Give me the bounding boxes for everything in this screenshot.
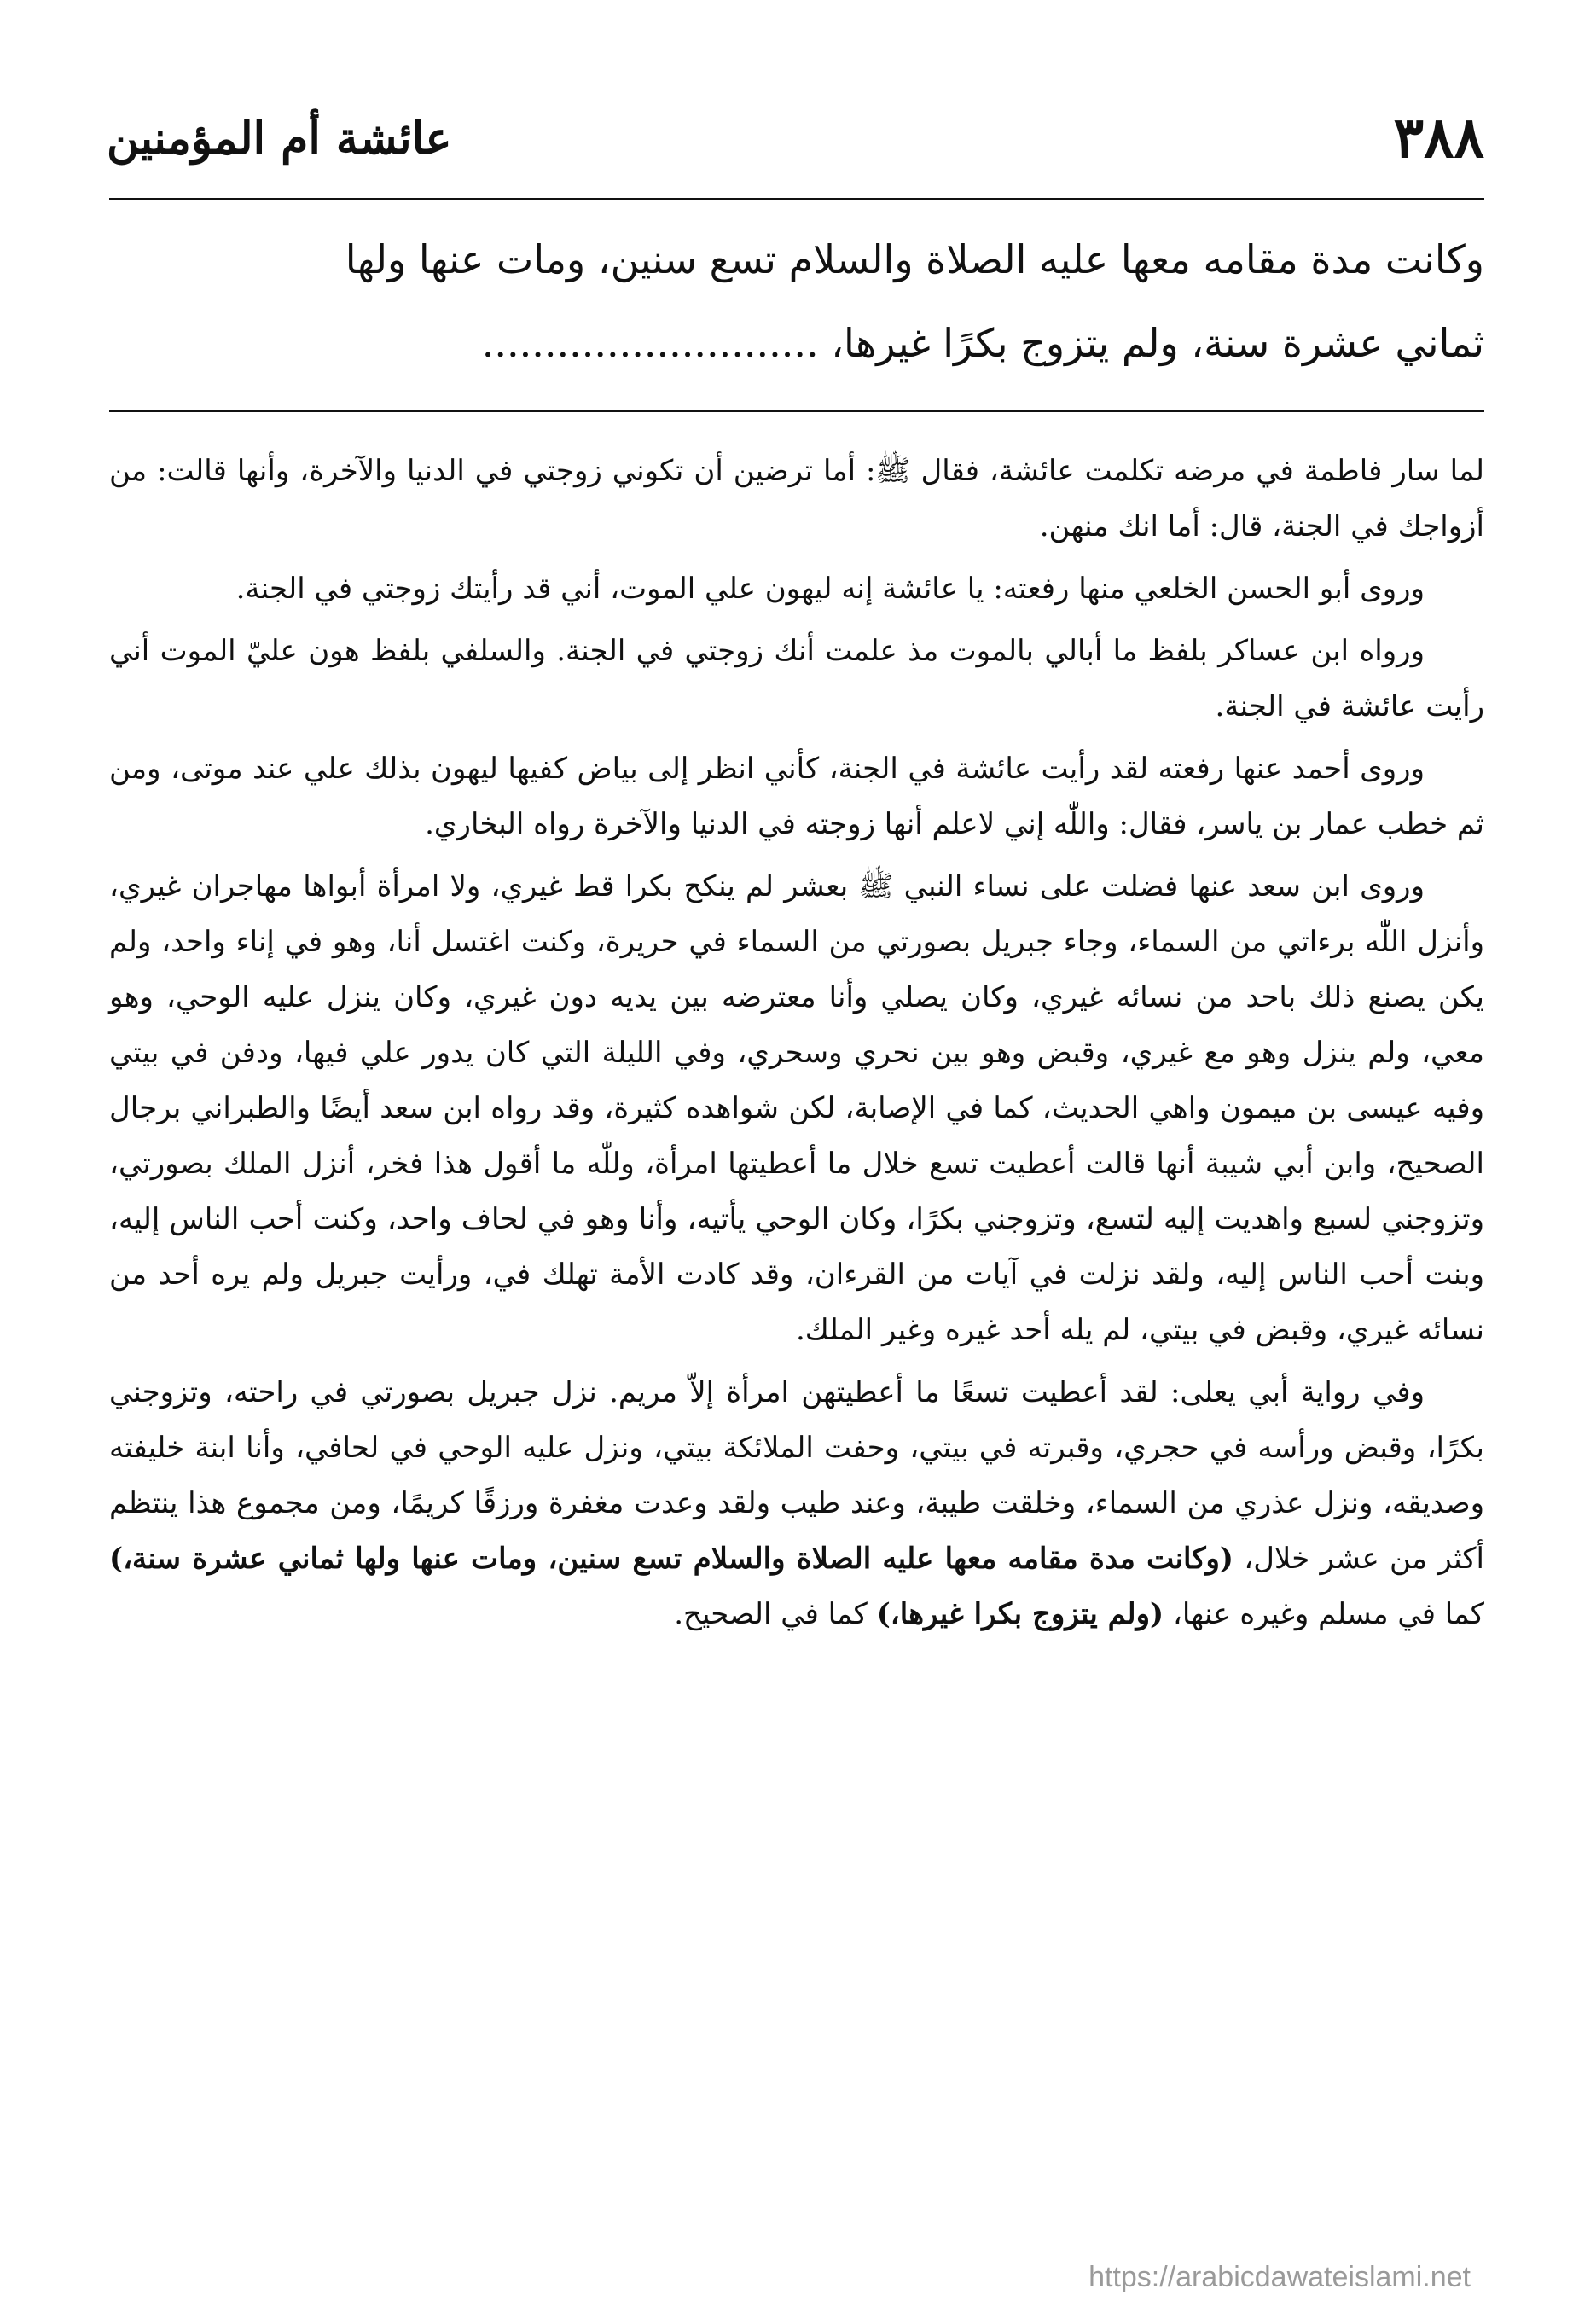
header-rule (109, 198, 1484, 200)
commentary-paragraph-4: وروى أحمد عنها رفعته لقد رأيت عائشة في الجنة، كأني انظر إلى بياض كفيها ليهون بذلك علي عند موتى، ومن ثم خطب عمار بن ياسر، فقال: واللّٰه إني لاعلم أنها زوجته في الدنيا والآخرة رواه البخاري. (109, 752, 1484, 841)
commentary-paragraph-5: وروى ابن سعد عنها فضلت على نساء النبي ﷺ بعشر لم ينكح بكرا قط غيري، ولا امرأة أبواها مهاجران غيري، وأنزل اللّٰه برءاتي من السماء، وجاء جبريل بصورتي من السماء في حريرة، وكنت اغتسل أنا، وهو في إناء واحد، ولم يكن يصنع ذلك باحد من نسائه غيري، وكان يصلي وأنا معترضه بين يديه دون غيري، وكان ينزل عليه الوحي، وهو معي، ولم ينزل وهو مع غيري، وقبض وهو بين نحري وسحري، وفي الليلة التي كان يدور علي فيها، ودفن في بيتي وفيه عيسى بن ميمون واهي الحديث، كما في الإصابة، لكن شواهده كثيرة، وقد رواه ابن سعد أيضًا والطبراني برجال الصحيح، وابن أبي شيبة أنها قالت أعطيت تسع خلال ما أعطيتها امرأة، وللّٰه ما أقول هذا فخر، أنزل الملك بصورتي، وتزوجني لسبع واهديت إليه لتسع، وتزوجني بكرًا، وكان الوحي يأتيه، وأنا وهو في لحاف واحد، وكنت أحب الناس إليه، وبنت أحب الناس إليه، ولقد نزلت في آيات من القرءان، وقد كادت الأمة تهلك في، ورأيت جبريل ولم يره أحد من نسائه غيري، وقبض في بيتي، لم يله أحد غيره وغير الملك. (109, 869, 1484, 1347)
commentary-paragraph-6-bold-2: (ولم يتزوج بكرا غيرها،) (876, 1597, 1164, 1631)
main-text-dots: ........................... (481, 320, 819, 366)
commentary (109, 444, 1484, 1649)
commentary-paragraph-3: ورواه ابن عساكر بلفظ ما أبالي بالموت مذ علمت أنك زوجتي في الجنة. والسلفي بلفظ هون عليّ الموت أني رأيت عائشة في الجنة. (109, 634, 1484, 723)
commentary-paragraph-6 (109, 1365, 1484, 1642)
commentary-paragraph-6-part-b: كما في مسلم وغيره عنها، (1172, 1597, 1484, 1631)
page-header (107, 101, 1484, 195)
commentary-paragraph-6-part-c: كما في الصحيح. (674, 1597, 868, 1631)
main-text-line-1: وكانت مدة مقامه معها عليه الصلاة والسلام تسع سنين، ومات عنها ولها (345, 236, 1484, 282)
commentary-paragraph-6-bold-1: (وكانت مدة مقامه معها عليه الصلاة والسلام تسع سنين، ومات عنها ولها ثماني عشرة سنة،) (109, 1542, 1234, 1576)
watermark-url: https://arabicdawateislami.net (1088, 2261, 1471, 2293)
page-number: ٣٨٨ (1393, 104, 1484, 171)
main-text-line-2 (109, 301, 1484, 385)
commentary-paragraph-2: وروى أبو الحسن الخلعي منها رفعته: يا عائشة إنه ليهون علي الموت، أني قد رأيتك زوجتي في الجنة. (235, 572, 1425, 606)
commentary-paragraph-1: لما سار فاطمة في مرضه تكلمت عائشة، فقال ﷺ: أما ترضين أن تكوني زوجتي في الدنيا والآخرة، وأنها قالت: من أزواجك في الجنة، قال: أما انك منهن. (109, 454, 1484, 543)
main-text-rule (109, 410, 1484, 412)
running-title: عائشة أم المؤمنين (107, 113, 452, 165)
commentary-paragraph-6-part-a: وفي رواية أبي يعلى: لقد أعطيت تسعًا ما أعطيتهن امرأة إلاّ مريم. نزل جبريل بصورتي في راحته، وتزوجني بكرًا، وقبض ورأسه في حجري، وقبرته في بيتي، وحفت الملائكة بيتي، ونزل عليه الوحي في لحافي، وأنا ابنة خليفته وصديقه، ونزل عذري من السماء، وخلقت طيبة، وعند طيب ولقد وعدت مغفرة ورزقًا كريمًا، ومن مجموع هذا ينتظم أكثر من عشر خلال، (109, 1375, 1485, 1576)
main-text (109, 218, 1484, 385)
main-text-line-2-text: ثماني عشرة سنة، ولم يتزوج بكرًا غيرها، (831, 320, 1484, 366)
